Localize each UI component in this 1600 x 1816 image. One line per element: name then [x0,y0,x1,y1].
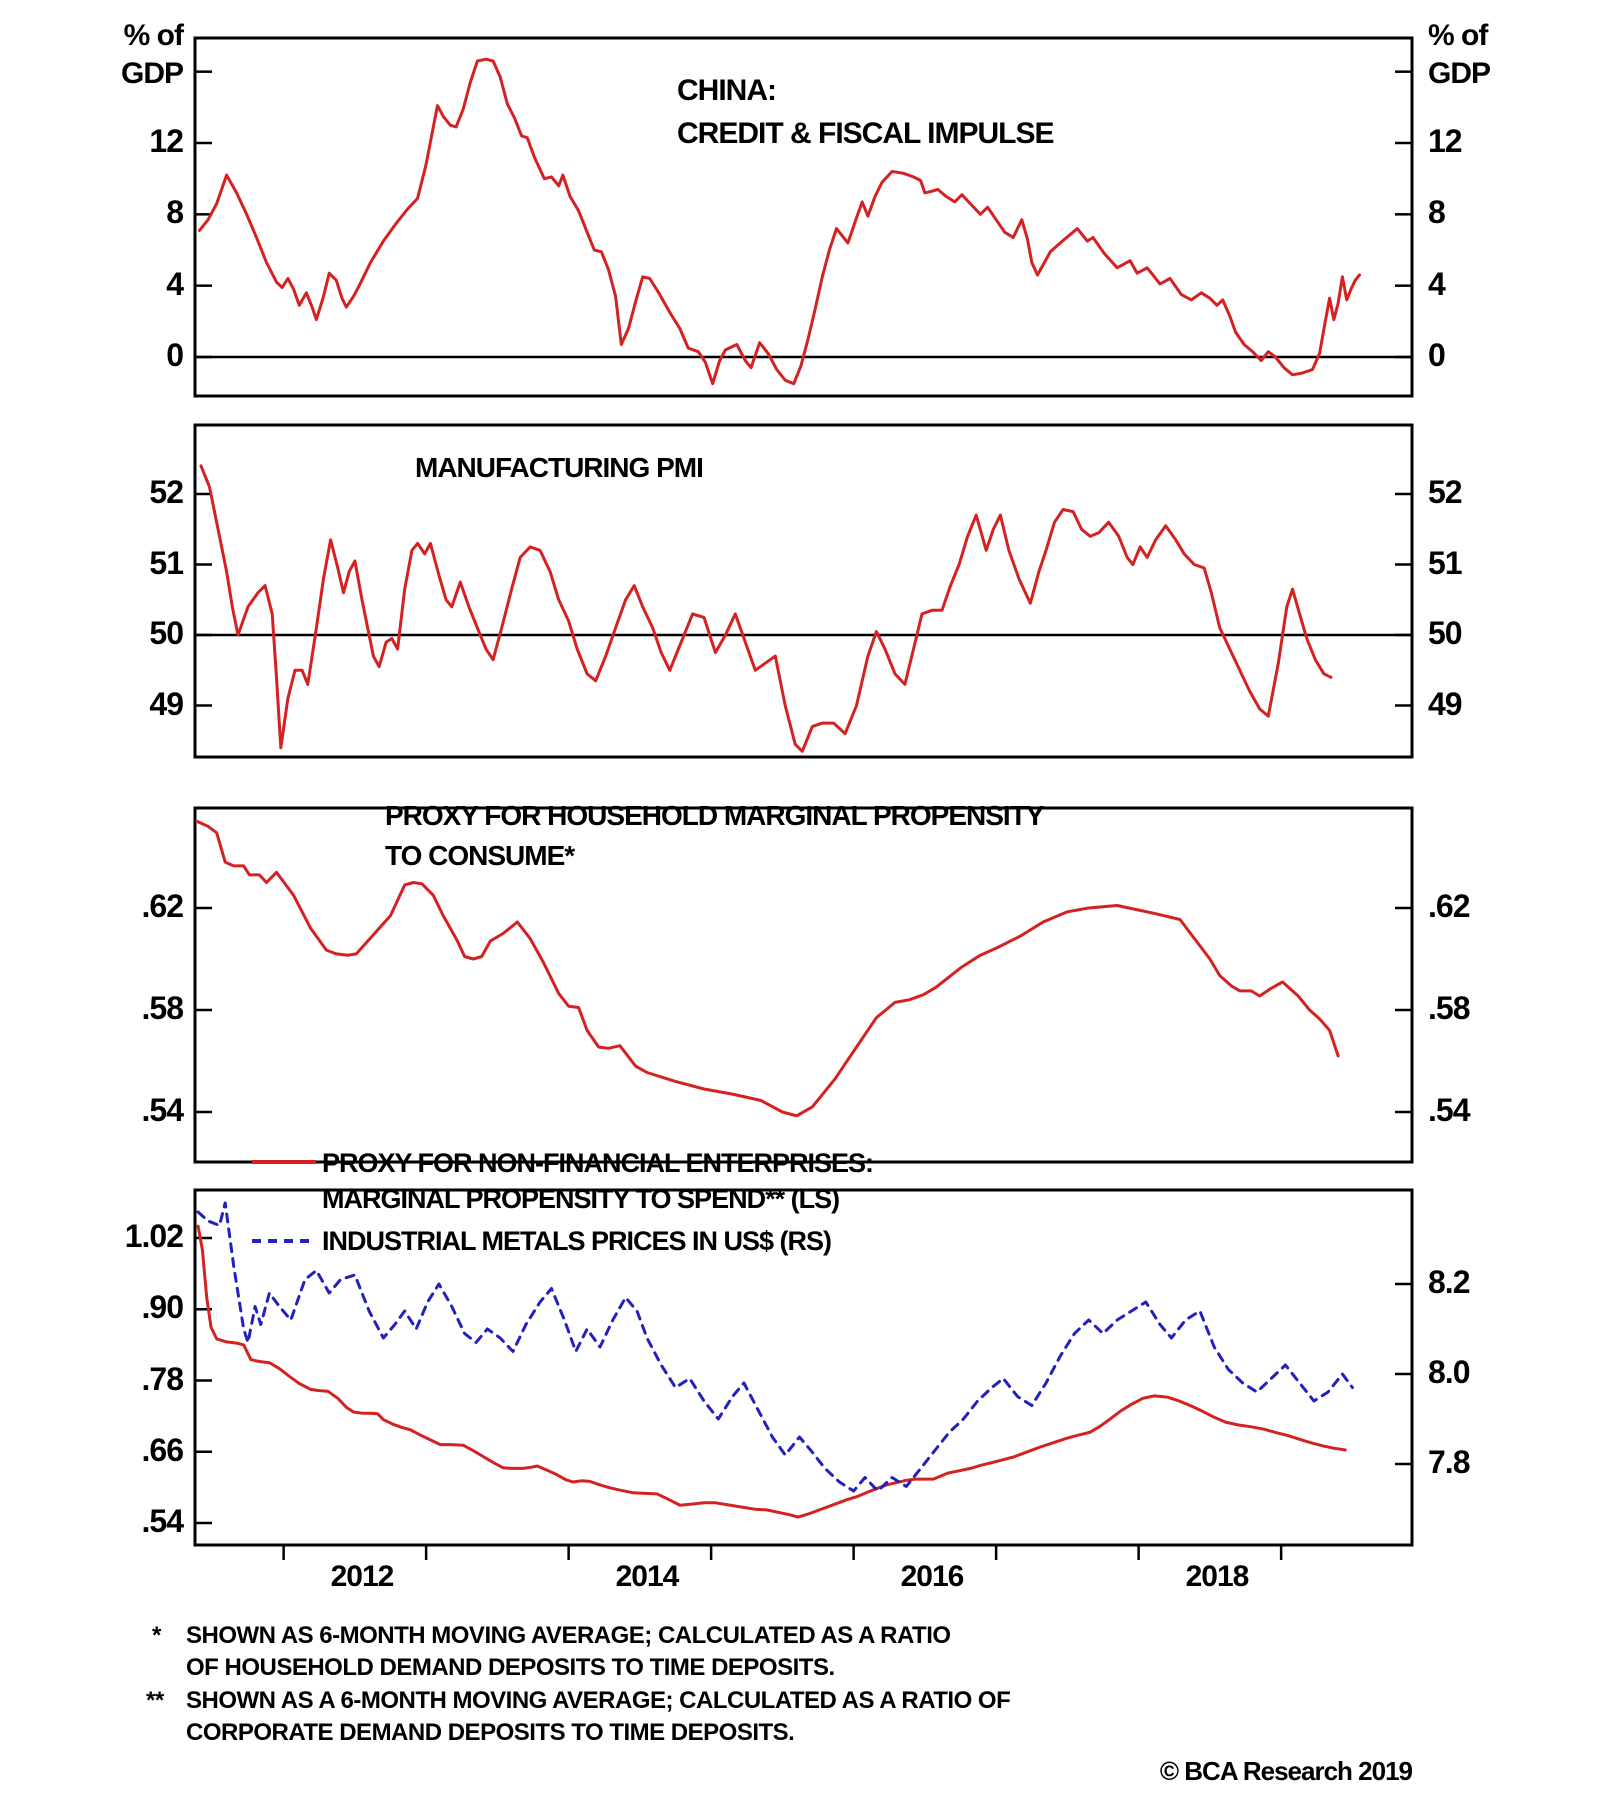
panel3-right-tick-label: .62 [1428,888,1470,924]
panel2-left-tick-label: 51 [149,544,183,581]
panel3-title-line2: TO CONSUME* [385,840,575,871]
panel1-left-tick-label: 4 [166,265,183,302]
x-axis-year-label: 2018 [1185,1560,1249,1593]
panel3-title-line1: PROXY FOR HOUSEHOLD MARGINAL PROPENSITY [385,800,1044,831]
footnote-line1: SHOWN AS 6-MONTH MOVING AVERAGE; CALCULATED AS A RATIO [186,1622,951,1649]
panel4-left-tick-label: .54 [141,1503,183,1539]
panel2-right-tick-label: 51 [1428,544,1462,581]
panel4-left-tick-label: 1.02 [124,1218,183,1254]
panel2-title: MANUFACTURING PMI [415,452,703,483]
panel1-left-tick-label: 8 [166,194,183,231]
legend-red-label-line2: MARGINAL PROPENSITY TO SPEND** (LS) [322,1184,840,1214]
left-axis-unit-line2: GDP [120,57,183,90]
right-axis-unit-line2: GDP [1428,57,1491,90]
panel1-left-tick-label: 12 [149,123,183,159]
x-axis-year-label: 2016 [900,1560,964,1593]
x-axis-year-label: 2012 [330,1560,394,1593]
x-axis-year-label: 2014 [615,1560,679,1593]
series-household-marginal-propensity-to-consume [197,821,1338,1116]
right-axis-unit-line1: % of [1428,19,1488,52]
panel1-right-tick-label: 0 [1428,337,1445,373]
panel2-left-tick-label: 49 [149,685,183,722]
panel2-border [195,425,1412,757]
panel4-right-tick-label: 8.0 [1428,1354,1470,1390]
series-credit-fiscal-impulse [200,59,1360,384]
panel4-left-tick-label: .90 [141,1289,183,1326]
panel3-left-tick-label: .58 [141,990,183,1026]
series-nonfinancial-enterprises-marginal-propensity-to-spend [198,1226,1345,1517]
panel3-left-tick-label: .62 [141,888,183,924]
panel4-left-tick-label: .66 [141,1431,183,1468]
panel4-left-tick-label: .78 [141,1360,183,1397]
footnote-line4: CORPORATE DEMAND DEPOSITS TO TIME DEPOSITS. [186,1719,795,1746]
panel2-right-tick-label: 50 [1428,615,1462,651]
panel3-right-tick-label: .58 [1428,990,1470,1026]
footnote-line3: SHOWN AS A 6-MONTH MOVING AVERAGE; CALCULATED AS A RATIO OF [186,1687,1011,1714]
series-manufacturing-pmi [201,466,1331,752]
panel1-border [195,38,1412,396]
panel1-right-tick-label: 8 [1428,194,1445,231]
panel3-right-tick-label: .54 [1428,1092,1470,1128]
legend-blue-label: INDUSTRIAL METALS PRICES IN US$ (RS) [322,1226,832,1256]
legend-red-line-sample [252,1160,316,1164]
panel2-left-tick-label: 50 [149,615,183,651]
legend-red-label-line1: PROXY FOR NON-FINANCIAL ENTERPRISES: [322,1148,874,1178]
panel1-right-tick-label: 12 [1428,123,1462,159]
panel2-left-tick-label: 52 [149,474,183,510]
footnote-marker-2: ** [146,1687,164,1714]
panel4-right-tick-label: 7.8 [1428,1444,1470,1480]
panel1-right-tick-label: 4 [1428,265,1445,302]
legend-blue-dashed-line-sample [252,1239,316,1243]
left-axis-unit-line1: % of [123,19,183,52]
panel4-right-tick-label: 8.2 [1428,1264,1470,1300]
footnote-line2: OF HOUSEHOLD DEMAND DEPOSITS TO TIME DEPOSITS. [186,1654,835,1681]
panel1-title-line1: CHINA: [677,74,776,107]
panel2-right-tick-label: 52 [1428,474,1462,510]
panel1-left-tick-label: 0 [166,337,183,373]
panel3-left-tick-label: .54 [141,1092,183,1128]
panel2-right-tick-label: 49 [1428,685,1462,722]
copyright-notice: © BCA Research 2019 [1159,1756,1412,1786]
footnote-marker-1: * [152,1622,161,1649]
panel1-title-line2: CREDIT & FISCAL IMPULSE [677,117,1054,150]
